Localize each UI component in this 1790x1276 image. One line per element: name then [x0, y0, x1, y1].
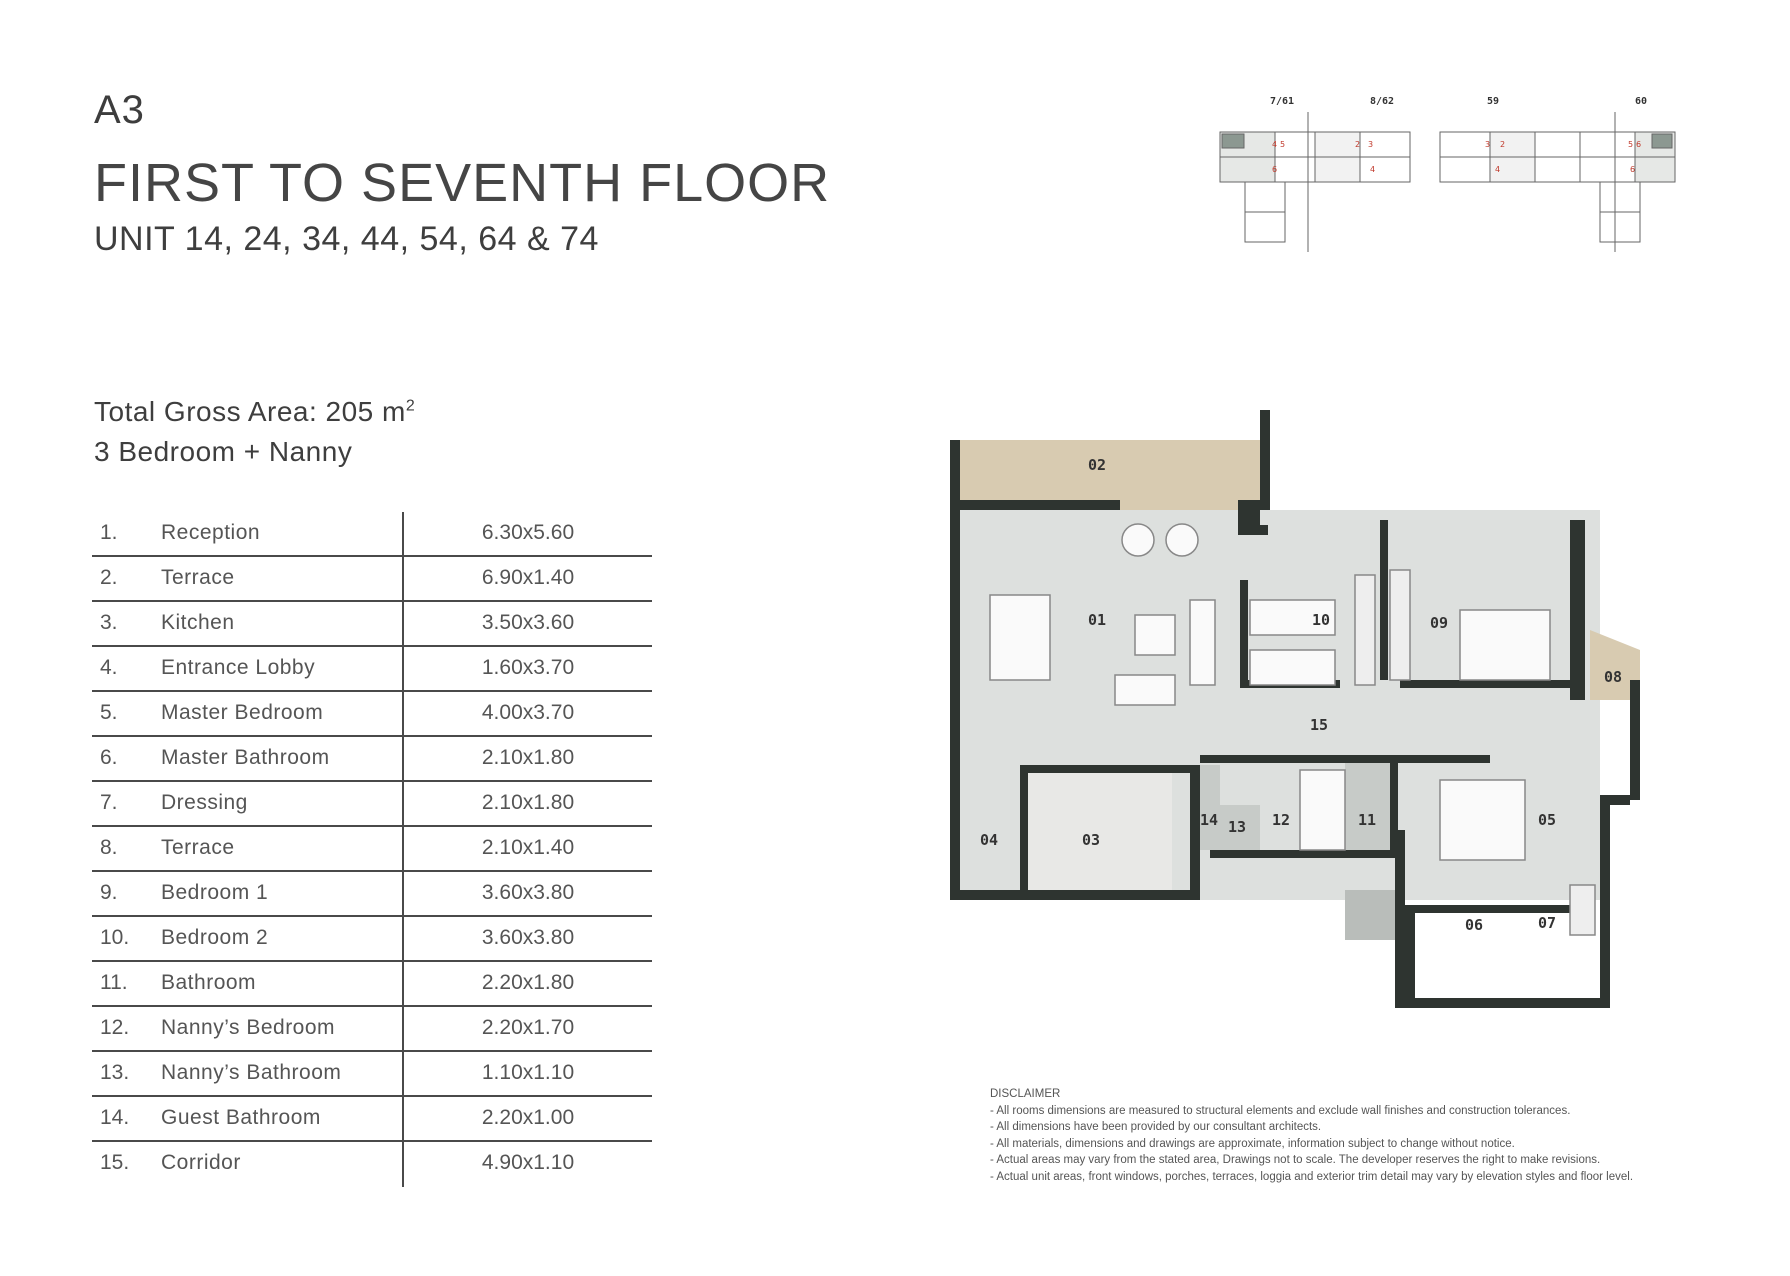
svg-text:3: 3	[1368, 140, 1374, 149]
room-dimensions: 4.00x3.70	[481, 701, 575, 724]
room-dimensions: 4.90x1.10	[481, 1151, 575, 1174]
disclaimer-title: DISCLAIMER	[990, 1088, 1061, 1100]
table-row	[92, 962, 652, 1007]
svg-text:4: 4	[1495, 165, 1501, 174]
room-number: 13.	[100, 1061, 130, 1084]
room-number: 3.	[100, 611, 118, 634]
unit-type-code: A3	[94, 88, 145, 132]
room-name: Reception	[161, 521, 261, 544]
table-row	[92, 1097, 652, 1142]
disclaimer-line: - All rooms dimensions are measured to structural elements and exclude wall finishes and construction tolerances.	[990, 1104, 1571, 1117]
room-name: Nanny’s Bathroom	[161, 1061, 342, 1084]
room-dimensions: 2.10x1.80	[481, 746, 575, 769]
disclaimer-line: - All dimensions have been provided by our consultant architects.	[990, 1121, 1322, 1133]
svg-text:5: 5	[1280, 140, 1286, 149]
key-plan-left-block	[1220, 112, 1410, 252]
svg-text:6: 6	[1636, 140, 1642, 149]
room-label-13: 13	[1228, 818, 1247, 836]
room-label-09: 09	[1430, 614, 1449, 632]
disclaimer-line: - Actual areas may vary from the stated area, Drawings not to scale. The developer reserves the right to make revisions.	[990, 1154, 1601, 1166]
room-number: 4.	[100, 656, 118, 679]
room-label-14: 14	[1200, 811, 1219, 829]
unit-numbers: UNIT 14, 24, 34, 44, 54, 64 & 74	[94, 220, 599, 258]
key-plan	[1210, 92, 1700, 282]
room-label-01: 01	[1088, 611, 1107, 629]
room-name: Bedroom 2	[161, 926, 269, 949]
table-row	[92, 1007, 652, 1052]
room-dimensions: 2.20x1.70	[481, 1016, 575, 1039]
svg-text:6: 6	[1272, 165, 1278, 174]
room-label-07: 07	[1538, 914, 1557, 932]
room-label-11: 11	[1358, 811, 1377, 829]
room-dimensions: 6.90x1.40	[481, 566, 575, 589]
room-number: 8.	[100, 836, 118, 859]
room-name: Terrace	[161, 566, 235, 589]
table-row	[92, 692, 652, 737]
table-row	[92, 1052, 652, 1097]
room-dimensions: 2.10x1.40	[481, 836, 575, 859]
room-name: Dressing	[161, 791, 248, 814]
svg-text:4: 4	[1370, 165, 1376, 174]
key-plan-right-block	[1440, 112, 1675, 252]
bathroom-11-floor	[1345, 755, 1390, 850]
room-label-05: 05	[1538, 811, 1557, 829]
room-number: 15.	[100, 1151, 130, 1174]
room-dimensions: 2.20x1.80	[481, 971, 575, 994]
room-dimensions: 1.10x1.10	[481, 1061, 575, 1084]
room-dimensions: 3.50x3.60	[481, 611, 575, 634]
room-name: Kitchen	[161, 611, 235, 634]
room-label-08: 08	[1604, 668, 1623, 686]
table-row	[92, 647, 652, 692]
disclaimer-line: - Actual unit areas, front windows, porches, terraces, loggia and exterior trim detail may vary by elevation styles and floor level.	[990, 1170, 1634, 1183]
table-row	[92, 512, 652, 557]
table-row	[92, 827, 652, 872]
svg-text:2: 2	[1500, 140, 1506, 149]
room-label-12: 12	[1272, 811, 1291, 829]
room-number: 5.	[100, 701, 118, 724]
table-row	[92, 917, 652, 962]
room-number: 6.	[100, 746, 118, 769]
room-label-02: 02	[1088, 456, 1107, 474]
room-number: 11.	[100, 971, 128, 994]
room-label-06: 06	[1465, 916, 1484, 934]
svg-text:2: 2	[1355, 140, 1361, 149]
room-label-04: 04	[980, 831, 999, 849]
disclaimer-line: - All materials, dimensions and drawings are approximate, information subject to change without notice.	[990, 1137, 1515, 1150]
area-label: Total Gross Area: 205 m	[94, 396, 406, 427]
disclaimer	[990, 1086, 1730, 1185]
table-row	[92, 872, 652, 917]
unit-configuration: 3 Bedroom + Nanny	[94, 436, 353, 467]
room-number: 7.	[100, 791, 118, 814]
room-dimensions: 3.60x3.80	[481, 881, 575, 904]
room-name: Guest Bathroom	[161, 1106, 321, 1129]
key-plan-labels	[1270, 96, 1647, 107]
room-dimensions: 6.30x5.60	[481, 521, 575, 544]
room-name: Nanny’s Bedroom	[161, 1016, 336, 1039]
room-name: Master Bedroom	[161, 701, 324, 724]
room-label-10: 10	[1312, 611, 1331, 629]
svg-text:6: 6	[1630, 165, 1636, 174]
table-row	[92, 1142, 652, 1185]
total-gross-area	[94, 396, 415, 428]
svg-text:3: 3	[1485, 140, 1491, 149]
key-plan-label: 8/62	[1370, 96, 1395, 107]
floor-plan	[940, 400, 1720, 1010]
room-name: Master Bathroom	[161, 746, 330, 769]
room-dimensions: 2.20x1.00	[481, 1106, 575, 1129]
room-label-03: 03	[1082, 831, 1101, 849]
svg-text:5: 5	[1628, 140, 1634, 149]
key-plan-label: 60	[1635, 96, 1648, 107]
room-dimensions: 3.60x3.80	[481, 926, 575, 949]
room-number: 14.	[100, 1106, 130, 1129]
key-plan-label: 59	[1487, 96, 1500, 107]
room-number: 2.	[100, 566, 118, 589]
kitchen-floor	[1022, 770, 1172, 890]
room-name: Entrance Lobby	[161, 656, 316, 679]
table-row	[92, 557, 652, 602]
area-unit-superscript: 2	[405, 397, 416, 415]
room-name: Corridor	[161, 1151, 241, 1174]
svg-text:4: 4	[1272, 140, 1278, 149]
room-number: 10.	[100, 926, 130, 949]
room-schedule-table	[92, 512, 652, 1185]
room-name: Terrace	[161, 836, 235, 859]
room-number: 9.	[100, 881, 118, 904]
room-name: Bedroom 1	[161, 881, 269, 904]
table-row	[92, 782, 652, 827]
table-row	[92, 602, 652, 647]
room-label-15: 15	[1310, 716, 1329, 734]
page-title: FIRST TO SEVENTH FLOOR	[94, 153, 831, 213]
terrace-area	[960, 440, 1260, 510]
room-number: 12.	[100, 1016, 130, 1039]
room-name: Bathroom	[161, 971, 257, 994]
key-plan-label: 7/61	[1270, 96, 1295, 107]
room-number: 1.	[100, 521, 118, 544]
room-dimensions: 2.10x1.80	[481, 791, 575, 814]
table-row	[92, 737, 652, 782]
room-dimensions: 1.60x3.70	[481, 656, 575, 679]
